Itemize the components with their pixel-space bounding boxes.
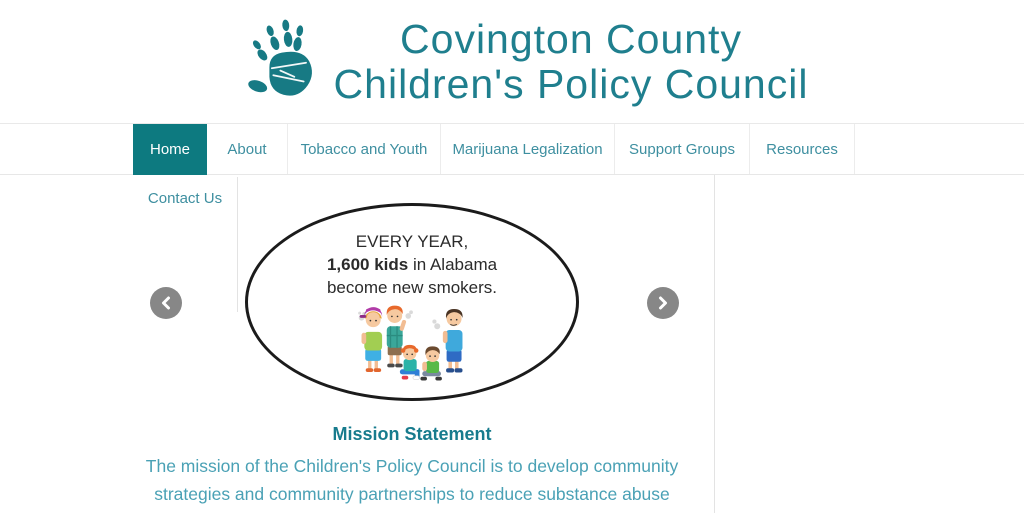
mission-heading: Mission Statement	[332, 424, 492, 444]
slide-text-bold: 1,600 kids	[326, 255, 409, 274]
kids-smoking-illustration	[348, 301, 476, 387]
handprint-icon	[246, 10, 324, 114]
mission-paragraph: The mission of the Children's Policy Council is to develop community strategies and community partnerships to reduce substance abuse	[145, 456, 679, 504]
page-title-line1: Covington County	[400, 15, 742, 62]
slide-text-line1: EVERY YEAR,	[355, 232, 469, 251]
nav-divider	[237, 177, 238, 312]
nav-item-support-groups[interactable]: Support Groups	[615, 124, 750, 174]
carousel-slide	[245, 203, 579, 401]
chevron-left-icon	[159, 296, 173, 310]
nav-item-about[interactable]: About	[207, 124, 288, 174]
nav-item-contact-us[interactable]: Contact Us	[133, 175, 237, 222]
chevron-right-icon	[656, 296, 670, 310]
site-header	[0, 0, 1024, 123]
slide-text-line2	[248, 253, 576, 276]
nav-item-tobacco-and-youth[interactable]: Tobacco and Youth	[288, 124, 441, 174]
nav-item-marijuana-legalization[interactable]: Marijuana Legalization	[441, 124, 615, 174]
nav-item-home[interactable]: Home	[133, 124, 207, 174]
content	[0, 175, 1024, 513]
main-column	[110, 175, 715, 513]
brand	[246, 10, 809, 114]
carousel-next-button[interactable]	[647, 287, 679, 319]
nav-row	[0, 123, 1024, 175]
slide-text-rest: in Alabama	[408, 255, 498, 274]
carousel-prev-button[interactable]	[150, 287, 182, 319]
slide-text-line3: become new smokers.	[326, 278, 498, 297]
carousel	[110, 203, 714, 401]
main-nav	[0, 123, 1024, 175]
nav-item-resources[interactable]: Resources	[750, 124, 855, 174]
page-title	[334, 17, 809, 107]
page-title-line2: Children's Policy Council	[333, 60, 809, 107]
